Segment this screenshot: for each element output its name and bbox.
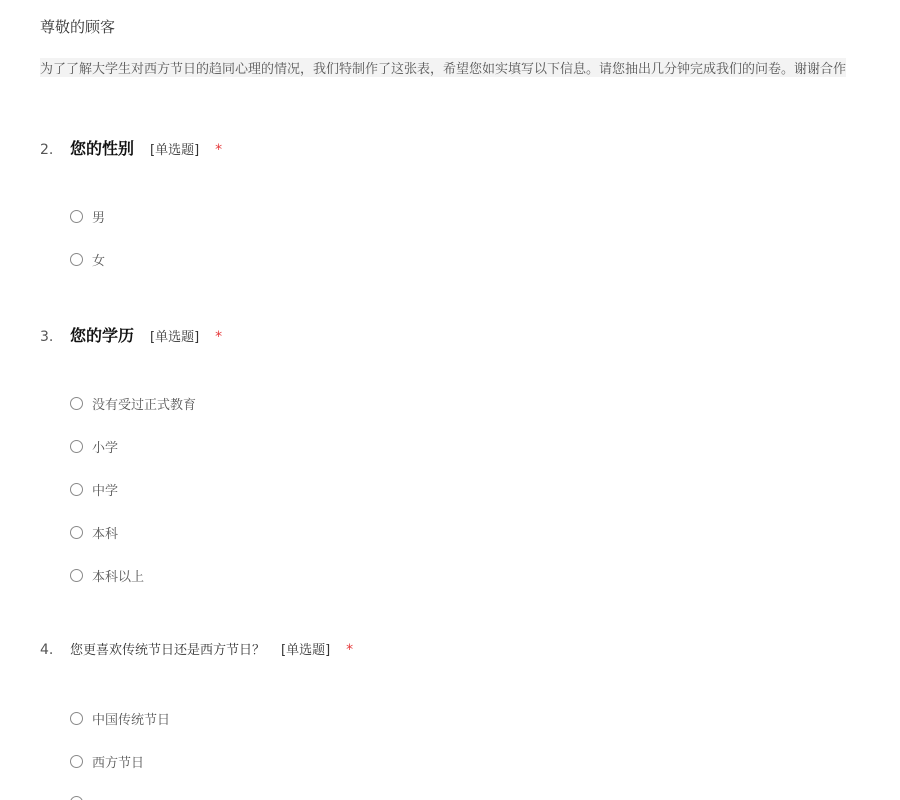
option-no-formal-education[interactable] bbox=[70, 393, 196, 413]
question-title: 您更喜欢传统节日还是西方节日？ bbox=[70, 643, 266, 658]
survey-intro: 为了了解大学生对西方节日的趋同心理的情况，我们特制作了这张表，希望您如实填写以下信息。请您抽出几分钟完成我们的问卷。谢谢合作 bbox=[40, 58, 846, 77]
option-partial-next[interactable] bbox=[70, 792, 92, 800]
option-label: 本科以上 bbox=[92, 569, 145, 585]
question-type-label: [单选题] bbox=[281, 643, 331, 658]
option-bachelor[interactable] bbox=[70, 522, 118, 542]
greeting-heading: 尊敬的顾客 bbox=[40, 18, 116, 36]
question-number: 2. bbox=[40, 142, 54, 158]
required-mark: * bbox=[346, 642, 354, 658]
option-primary-school[interactable] bbox=[70, 436, 118, 456]
question-type-label: [单选题] bbox=[150, 330, 200, 345]
question-education bbox=[40, 323, 222, 346]
option-label: 本科 bbox=[92, 526, 119, 542]
option-chinese-traditional[interactable] bbox=[70, 708, 170, 728]
option-female[interactable] bbox=[70, 249, 105, 269]
option-label: 小学 bbox=[92, 440, 119, 456]
radio-button[interactable] bbox=[70, 712, 83, 725]
question-type-label: [单选题] bbox=[150, 143, 200, 158]
question-title: 您的性别 bbox=[70, 139, 135, 158]
option-label: 女 bbox=[92, 253, 106, 269]
radio-button[interactable] bbox=[70, 755, 83, 768]
required-mark: * bbox=[215, 142, 223, 158]
option-middle-school[interactable] bbox=[70, 479, 118, 499]
radio-button[interactable] bbox=[70, 796, 83, 800]
radio-button[interactable] bbox=[70, 253, 83, 266]
radio-button[interactable] bbox=[70, 440, 83, 453]
option-male[interactable] bbox=[70, 206, 105, 226]
question-number: 3. bbox=[40, 329, 54, 345]
option-above-bachelor[interactable] bbox=[70, 565, 144, 585]
radio-button[interactable] bbox=[70, 397, 83, 410]
option-label: 没有受过正式教育 bbox=[92, 397, 197, 413]
option-label: 中学 bbox=[92, 483, 119, 499]
question-title: 您的学历 bbox=[70, 326, 135, 345]
radio-button[interactable] bbox=[70, 210, 83, 223]
option-label: 男 bbox=[92, 210, 106, 226]
option-label: 西方节日 bbox=[92, 755, 145, 771]
question-number: 4. bbox=[40, 642, 54, 658]
required-mark: * bbox=[215, 329, 223, 345]
radio-button[interactable] bbox=[70, 569, 83, 582]
question-festival-preference bbox=[40, 639, 353, 658]
question-gender bbox=[40, 136, 222, 159]
radio-button[interactable] bbox=[70, 526, 83, 539]
option-western[interactable] bbox=[70, 751, 144, 771]
radio-button[interactable] bbox=[70, 483, 83, 496]
option-label: 中国传统节日 bbox=[92, 712, 171, 728]
